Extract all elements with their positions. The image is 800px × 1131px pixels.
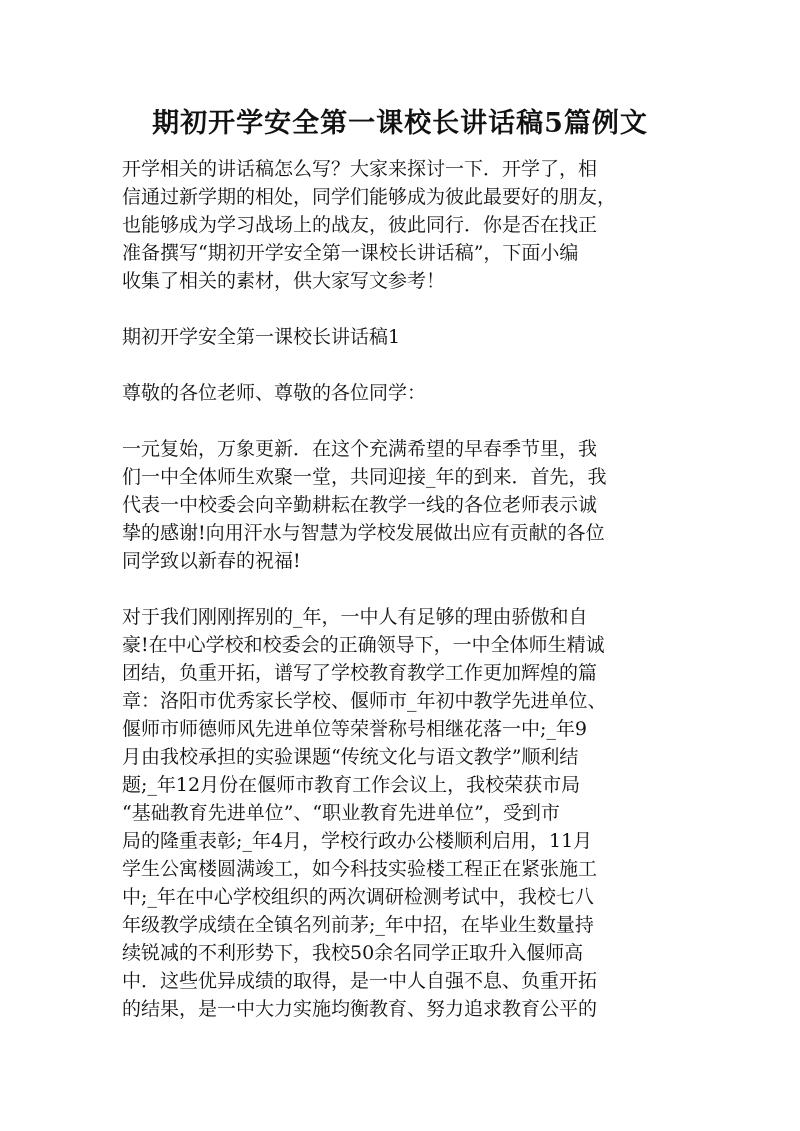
text-line: 豪!在中心学校和校委会的正确领导下，一中全体师生精诚 — [122, 634, 605, 656]
text-line: 的结果，是一中大力实施均衡教育、努力追求教育公平的 — [122, 998, 598, 1020]
text-line: 团结，负重开拓，谱写了学校教育教学工作更加辉煌的篇 — [122, 662, 598, 684]
document-body — [122, 155, 667, 1051]
paragraph — [122, 435, 667, 575]
text-line: 月由我校承担的实验课题“传统文化与语文教学”顺利结 — [122, 746, 579, 768]
text-line: 挚的感谢!向用汗水与智慧为学校发展做出应有贡献的各位 — [122, 522, 605, 544]
text-line: 局的隆重表彰;_年4月，学校行政办公楼顺利启用，11月 — [122, 830, 593, 852]
text-line: 期初开学安全第一课校长讲话稿1 — [122, 326, 401, 348]
text-line: 章：洛阳市优秀家长学校、偃师市_年初中教学先进单位、 — [122, 690, 607, 712]
text-line: 偃师市师德师风先进单位等荣誉称号相继花落一中;_年9 — [122, 718, 587, 740]
text-line: 们一中全体师生欢聚一堂，共同迎接_年的到来．首先，我 — [122, 466, 607, 488]
text-line: 一元复始，万象更新．在这个充满希望的早春季节里，我 — [122, 438, 598, 460]
paragraph — [122, 323, 667, 351]
text-line: 年级教学成绩在全镇名列前茅;_年中招，在毕业生数量持 — [122, 914, 594, 936]
text-line: 同学致以新春的祝福! — [122, 550, 301, 572]
text-line: 学生公寓楼圆满竣工，如今科技实验楼工程正在紧张施工 — [122, 858, 598, 880]
text-line: 收集了相关的素材，供大家写文参考！ — [122, 270, 446, 292]
paragraph — [122, 155, 667, 295]
text-line: 中．这些优异成绩的取得，是一中人自强不息、负重开拓 — [122, 970, 598, 992]
paragraph — [122, 603, 667, 1023]
text-line: 中;_年在中心学校组织的两次调研检测考试中，我校七八 — [122, 886, 594, 908]
text-line: 代表一中校委会向辛勤耕耘在教学一线的各位老师表示诚 — [122, 494, 598, 516]
text-line: “基础教育先进单位”、“职业教育先进单位”，受到市 — [122, 802, 560, 824]
text-line: 准备撰写“期初开学安全第一课校长讲话稿”，下面小编 — [122, 242, 579, 264]
text-line: 也能够成为学习战场上的战友，彼此同行．你是否在找正 — [122, 214, 598, 236]
paragraph — [122, 379, 667, 407]
text-line: 信通过新学期的相处，同学们能够成为彼此最要好的朋友， — [122, 186, 617, 208]
text-line: 题;_年12月份在偃师市教育工作会议上，我校荣获市局 — [122, 774, 581, 796]
text-line: 对于我们刚刚挥别的_年，一中人有足够的理由骄傲和自 — [122, 606, 588, 628]
text-line: 续锐减的不利形势下，我校50余名同学正取升入偃师高 — [122, 942, 584, 964]
text-line: 开学相关的讲话稿怎么写？大家来探讨一下．开学了，相 — [122, 158, 598, 180]
document-title: 期初开学安全第一课校长讲话稿5篇例文 — [152, 108, 648, 139]
text-line: 尊敬的各位老师、尊敬的各位同学： — [122, 382, 427, 404]
